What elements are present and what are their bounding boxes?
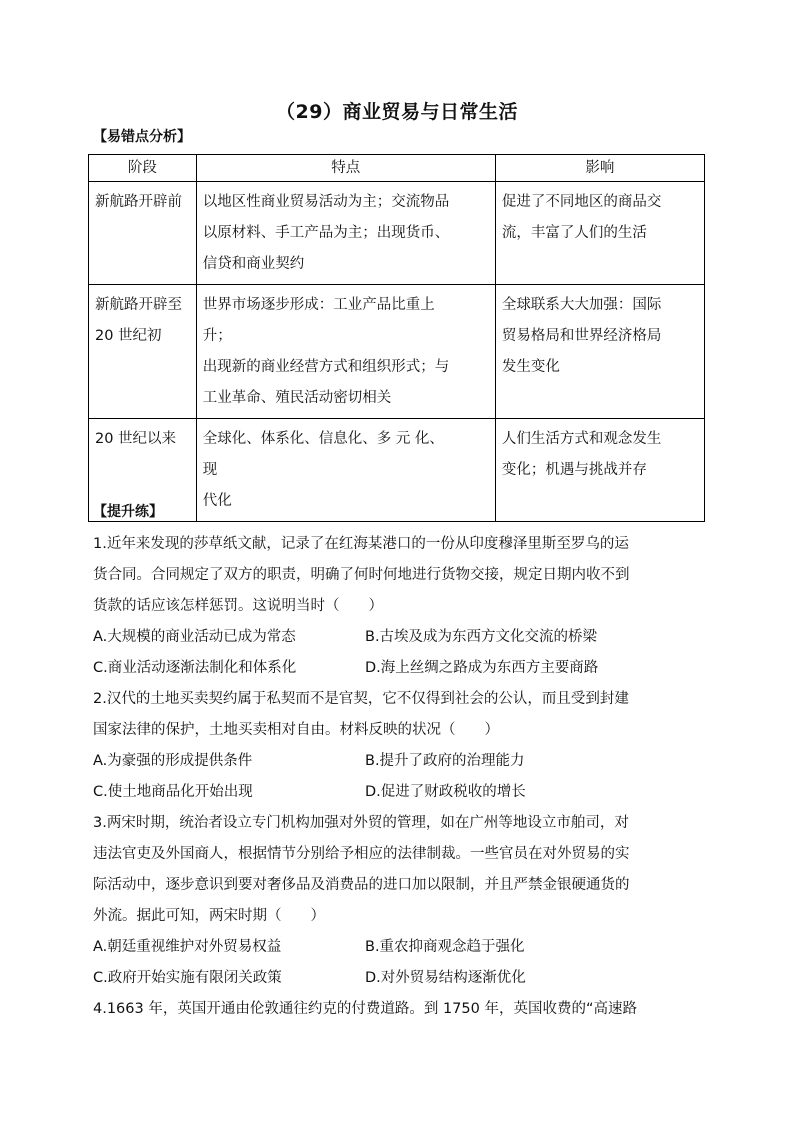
table-header-row: [89, 155, 705, 182]
table-row: [89, 182, 705, 285]
impact-cell-line: 贸易格局和世界经济格局: [501, 328, 662, 344]
question-text-line: 1.近年来发现的莎草纸文献，记录了在红海某港口的一份从印度穆泽里斯至罗乌的运: [93, 536, 629, 552]
question-text-line: 3.两宋时期，统治者设立专门机构加强对外贸的管理，如在广州等地设立市舶司，对: [93, 815, 629, 831]
question-text-line: 货合同。合同规定了双方的职责，明确了何时何地进行货物交接，规定日期内收不到: [93, 567, 630, 583]
table-row: [89, 419, 705, 522]
impact-cell-line: 促进了不同地区的商品交: [501, 194, 662, 210]
question-block: [93, 684, 705, 808]
section-heading-error-analysis: 【易错点分析】: [93, 129, 191, 145]
answer-option[interactable]: B.古埃及成为东西方文化交流的桥梁: [365, 629, 598, 645]
answer-option[interactable]: B.重农抑商观念趋于强化: [365, 939, 525, 955]
impact-cell-line: 人们生活方式和观念发生: [501, 431, 662, 447]
feature-cell: [196, 419, 495, 522]
feature-cell-line: 全球化、体系化、信息化、多 元 化、: [202, 431, 444, 447]
option-row: [93, 622, 705, 653]
option-row: [93, 963, 705, 994]
question-text-line: 国家法律的保护，土地买卖相对自由。材料反映的状况（ ）: [93, 722, 499, 738]
question-list: [93, 529, 705, 1025]
answer-option[interactable]: C.商业活动逐渐法制化和体系化: [93, 660, 297, 676]
answer-option[interactable]: B.提升了政府的治理能力: [365, 753, 525, 769]
stage-cell-line: 新航路开辟至: [95, 297, 182, 313]
option-row: [93, 932, 705, 963]
table-row: [89, 285, 705, 419]
option-row: [93, 777, 705, 808]
feature-cell: [196, 182, 495, 285]
question-block: [93, 529, 705, 684]
question-text-line: 货款的话应该怎样惩罚。这说明当时（ ）: [93, 598, 383, 614]
feature-cell-line: 升；: [202, 328, 232, 344]
impact-cell: [495, 419, 704, 522]
feature-cell-line: 以地区性商业贸易活动为主；交流物品: [202, 194, 450, 210]
feature-cell-line: 信贷和商业契约: [202, 256, 305, 272]
question-block: [93, 994, 705, 1025]
answer-option[interactable]: D.海上丝绸之路成为东西方主要商路: [365, 660, 599, 676]
stage-cell: [89, 285, 197, 419]
question-text-line: 际活动中，逐步意识到要对奢侈品及消费品的进口加以限制，并且严禁金银硬通货的: [93, 877, 630, 893]
impact-cell-line: 流，丰富了人们的生活: [501, 225, 647, 241]
stage-cell-line: 新航路开辟前: [95, 194, 182, 210]
impact-cell-line: 变化；机遇与挑战并存: [501, 462, 647, 478]
impact-cell-line: 发生变化: [501, 359, 560, 375]
question-text-line: 2.汉代的土地买卖契约属于私契而不是官契，它不仅得到社会的公认，而且受到封建: [93, 691, 629, 707]
answer-option[interactable]: A.为豪强的形成提供条件: [93, 753, 253, 769]
option-row: [93, 746, 705, 777]
question-text-line: 4.1663 年，英国开通由伦敦通往约克的付费道路。到 1750 年，英国收费的“高速路: [93, 1001, 637, 1017]
stage-cell-line: 20 世纪以来: [95, 431, 177, 447]
feature-cell-line: 代化: [202, 493, 232, 509]
answer-option[interactable]: D.促进了财政税收的增长: [365, 784, 526, 800]
stage-cell: [89, 182, 197, 285]
impact-cell: [495, 182, 704, 285]
answer-option[interactable]: A.朝廷重视维护对外贸易权益: [93, 939, 282, 955]
analysis-table: [88, 154, 705, 522]
impact-cell: [495, 285, 704, 419]
header-impact: 影响: [495, 155, 704, 182]
answer-option[interactable]: D.对外贸易结构逐渐优化: [365, 970, 526, 986]
answer-option[interactable]: C.政府开始实施有限闭关政策: [93, 970, 282, 986]
page-title: （29）商业贸易与日常生活: [276, 101, 518, 123]
feature-cell-line: 世界市场逐步形成：工业产品比重上: [202, 297, 435, 313]
section-heading-practice: 【提升练】: [93, 504, 163, 520]
feature-cell-line: 出现新的商业经营方式和组织形式；与: [202, 359, 450, 375]
header-stage: 阶段: [89, 155, 197, 182]
answer-option[interactable]: C.使土地商品化开始出现: [93, 784, 253, 800]
question-block: [93, 808, 705, 994]
feature-cell-line: 以原材料、手工产品为主；出现货币、: [202, 225, 450, 241]
question-text-line: 违法官吏及外国商人，根据情节分别给予相应的法律制裁。一些官员在对外贸易的实: [93, 846, 630, 862]
option-row: [93, 653, 705, 684]
stage-cell-line: 20 世纪初: [95, 328, 162, 344]
question-text-line: 外流。据此可知，两宋时期（ ）: [93, 908, 325, 924]
impact-cell-line: 全球联系大大加强：国际: [501, 297, 662, 313]
feature-cell: [196, 285, 495, 419]
feature-cell-line: 现: [202, 462, 218, 478]
feature-cell-line: 工业革命、殖民活动密切相关: [202, 390, 392, 406]
header-feature: 特点: [196, 155, 495, 182]
answer-option[interactable]: A.大规模的商业活动已成为常态: [93, 629, 296, 645]
